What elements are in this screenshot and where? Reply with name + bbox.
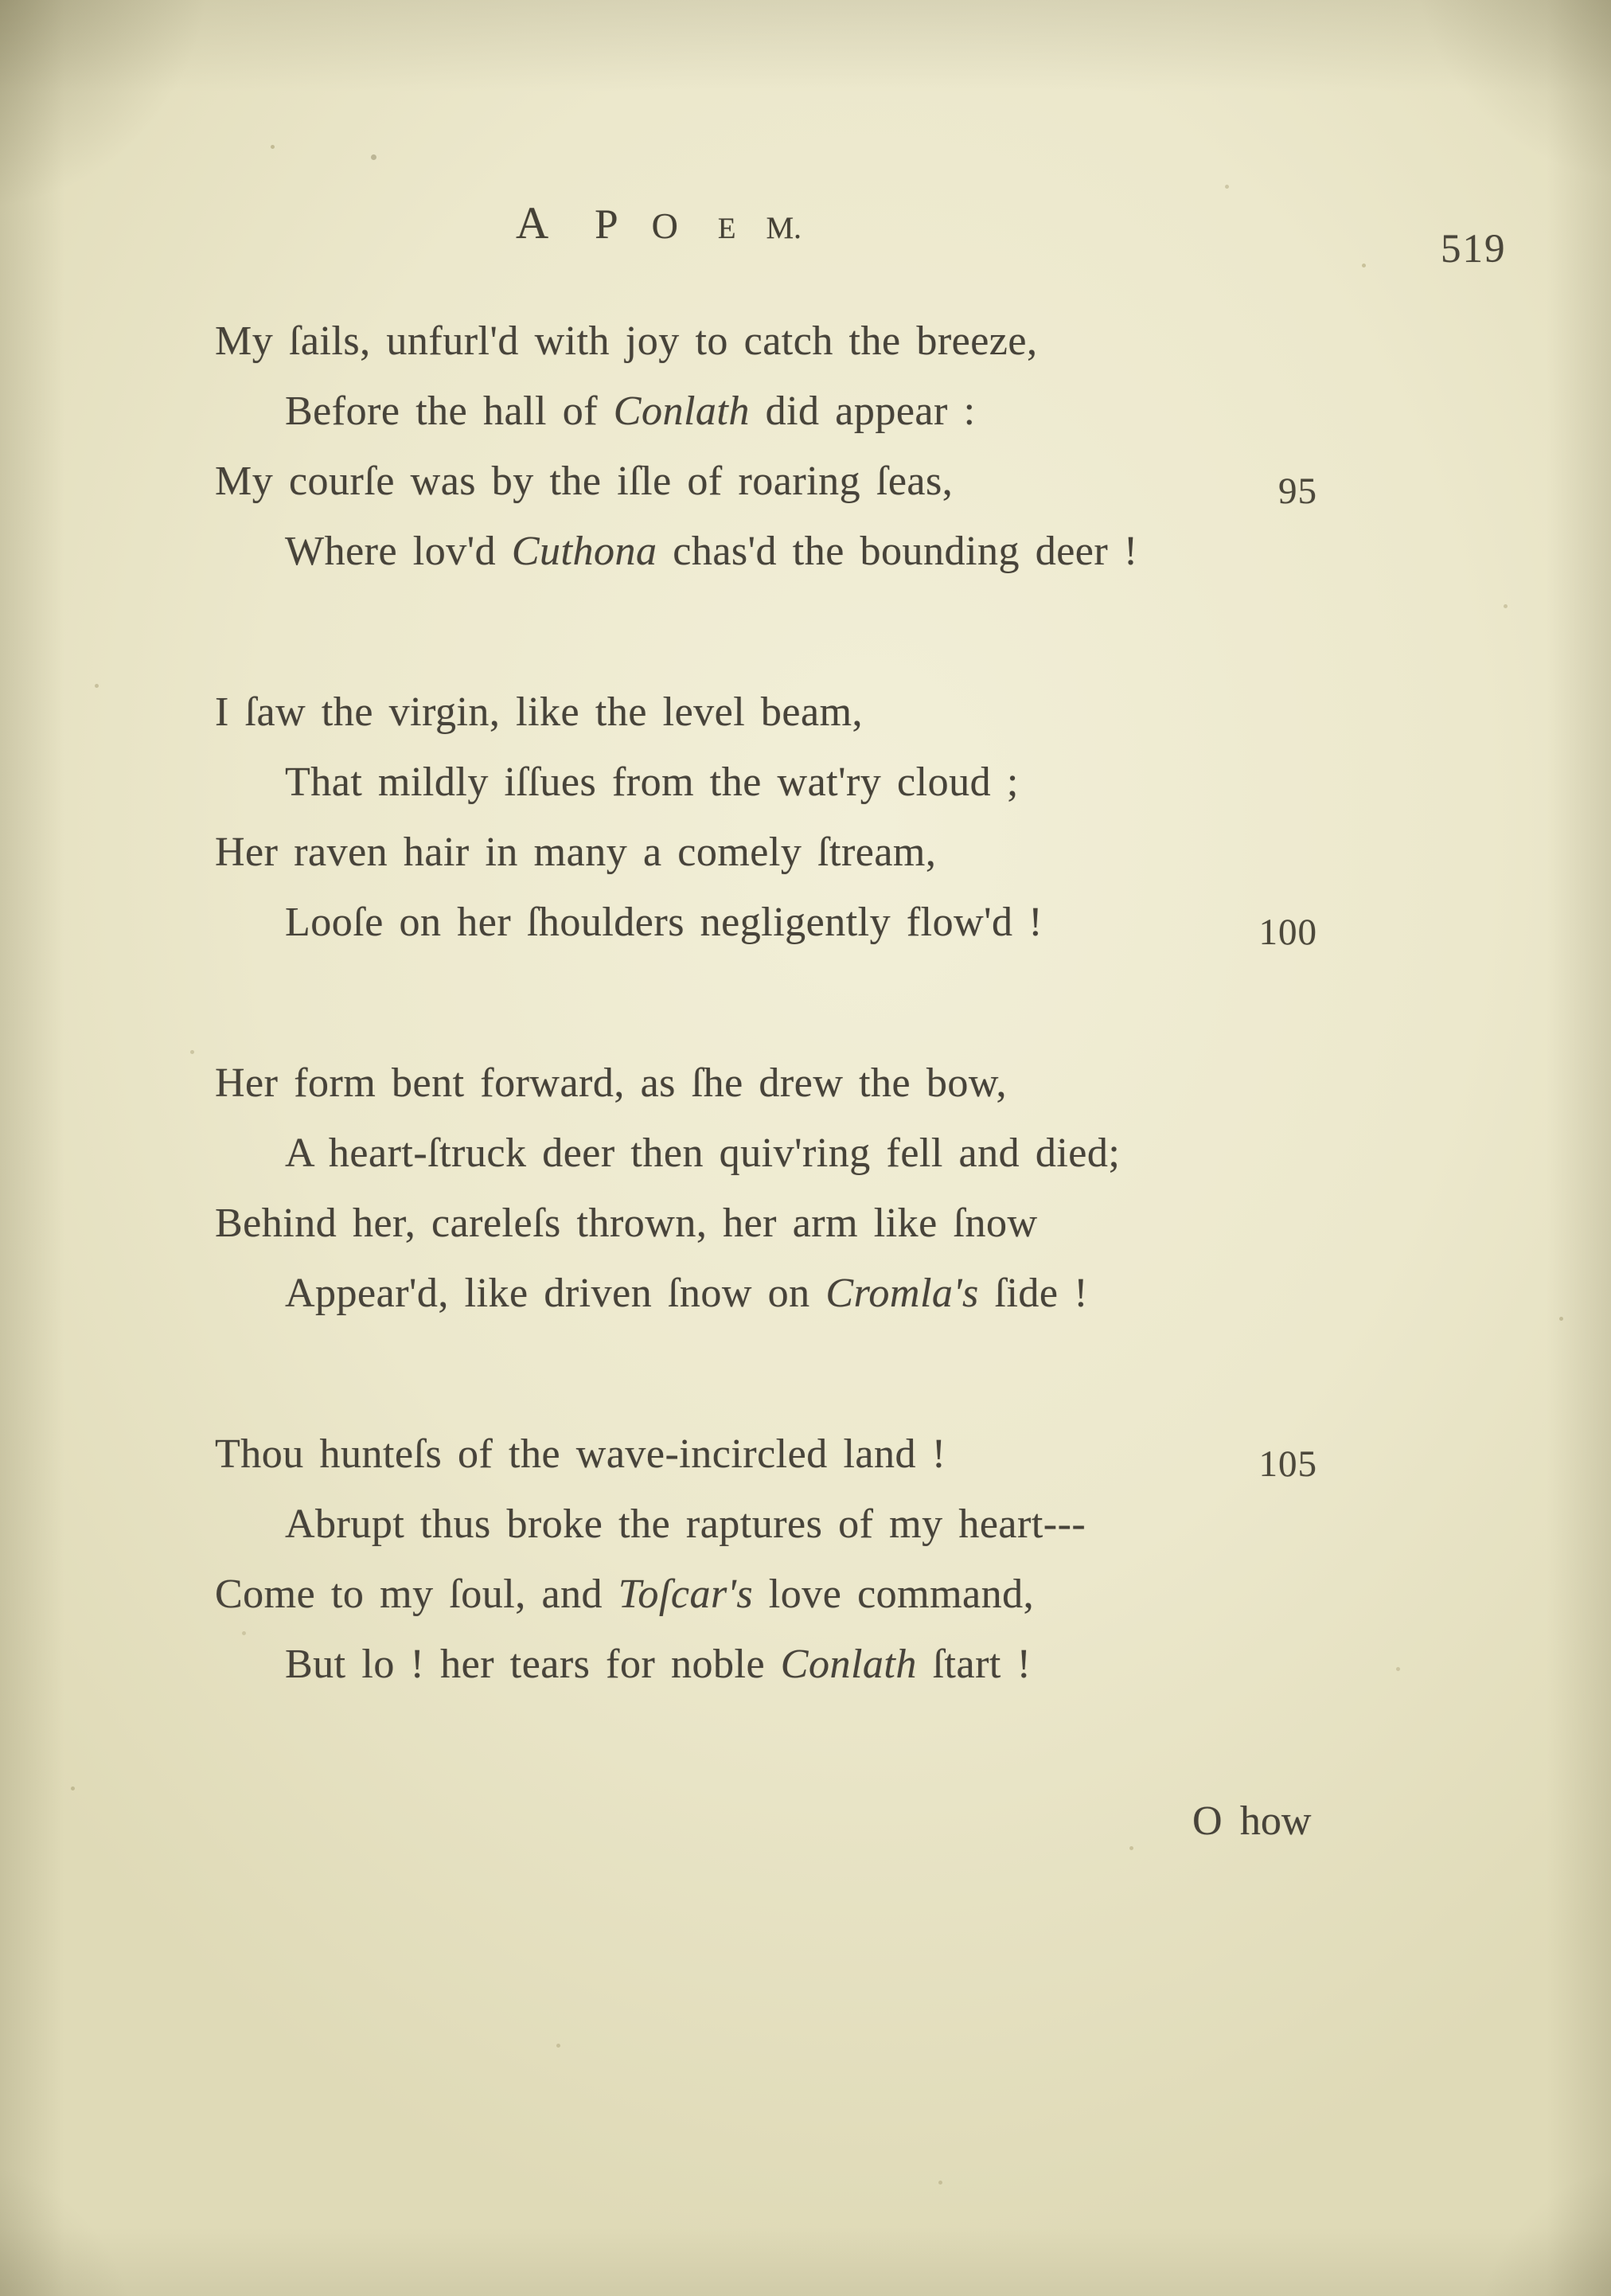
header-letter: A	[516, 198, 549, 248]
header-letter: P	[595, 201, 618, 248]
poem-text: My ſails, unfurl'd with joy to catch the breeze,	[215, 318, 1038, 364]
poem-text: But lo ! her tears for noble	[285, 1642, 781, 1687]
proper-name-italic: Cuthona	[511, 529, 657, 574]
poem-line	[215, 828, 936, 877]
poem-line	[215, 1430, 946, 1479]
poem-text: chas'd the bounding deer !	[657, 529, 1138, 574]
poem-line	[215, 457, 953, 506]
poem-line	[215, 1570, 1034, 1619]
header-letter: O	[651, 205, 678, 246]
poem-text: Thou hunteſs of the wave-incircled land !	[215, 1431, 946, 1477]
proper-name-italic: Toſcar's	[618, 1572, 754, 1617]
poem-text: A heart-ſtruck deer then quiv'ring fell and died;	[285, 1130, 1121, 1176]
header-letter: E	[717, 213, 736, 245]
proper-name-italic: Conlath	[780, 1642, 917, 1687]
poem-line	[285, 898, 1043, 947]
poem-text: My courſe was by the iſle of roaring ſeas,	[215, 459, 954, 504]
poem-line	[215, 688, 863, 737]
proper-name-italic: Conlath	[613, 389, 750, 434]
page-number: 519	[1441, 227, 1507, 271]
poem-line	[285, 527, 1138, 576]
poem-line	[215, 1199, 1038, 1248]
paper-specks	[0, 0, 2, 2]
page-header	[516, 198, 802, 248]
verse-number: 100	[1258, 912, 1317, 953]
poem-text: I ſaw the virgin, like the level beam,	[215, 689, 864, 735]
poem-text: Appear'd, like driven ſnow on	[285, 1271, 826, 1316]
header-letter: M.	[766, 211, 802, 245]
catchword: O how	[1192, 1798, 1312, 1844]
poem-text: Where lov'd	[285, 529, 512, 574]
verse-number: 105	[1258, 1443, 1317, 1485]
poem-text: Abrupt thus broke the raptures of my heart---	[285, 1501, 1086, 1547]
poem-text: love command,	[753, 1572, 1035, 1617]
poem-text: did appear :	[749, 389, 976, 434]
poem-line	[285, 1640, 1031, 1689]
poem-text: Before the hall of	[285, 389, 614, 434]
poem-line	[215, 317, 1037, 366]
poem-line	[285, 1500, 1086, 1549]
poem-text: Behind her, careleſs thrown, her arm like ſnow	[215, 1201, 1038, 1246]
poem-text: Looſe on her ſhoulders negligently flow'd !	[285, 900, 1043, 945]
poem-line	[285, 387, 976, 436]
poem-text: ſide !	[978, 1271, 1089, 1316]
poem-text: That mildly iſſues from the wat'ry cloud ;	[285, 759, 1019, 805]
poem-text: ſtart !	[916, 1642, 1032, 1687]
poem-line	[215, 1059, 1007, 1108]
proper-name-italic: Cromla's	[825, 1271, 979, 1316]
poem-line	[285, 1269, 1088, 1318]
poem-text: Come to my ſoul, and	[215, 1572, 618, 1617]
poem-line	[285, 1129, 1120, 1178]
poem-text: Her raven hair in many a comely ſtream,	[215, 830, 937, 875]
verse-number: 95	[1278, 471, 1317, 512]
poem-line	[285, 758, 1019, 807]
poem-text: Her form bent forward, as ſhe drew the bow,	[215, 1060, 1008, 1106]
